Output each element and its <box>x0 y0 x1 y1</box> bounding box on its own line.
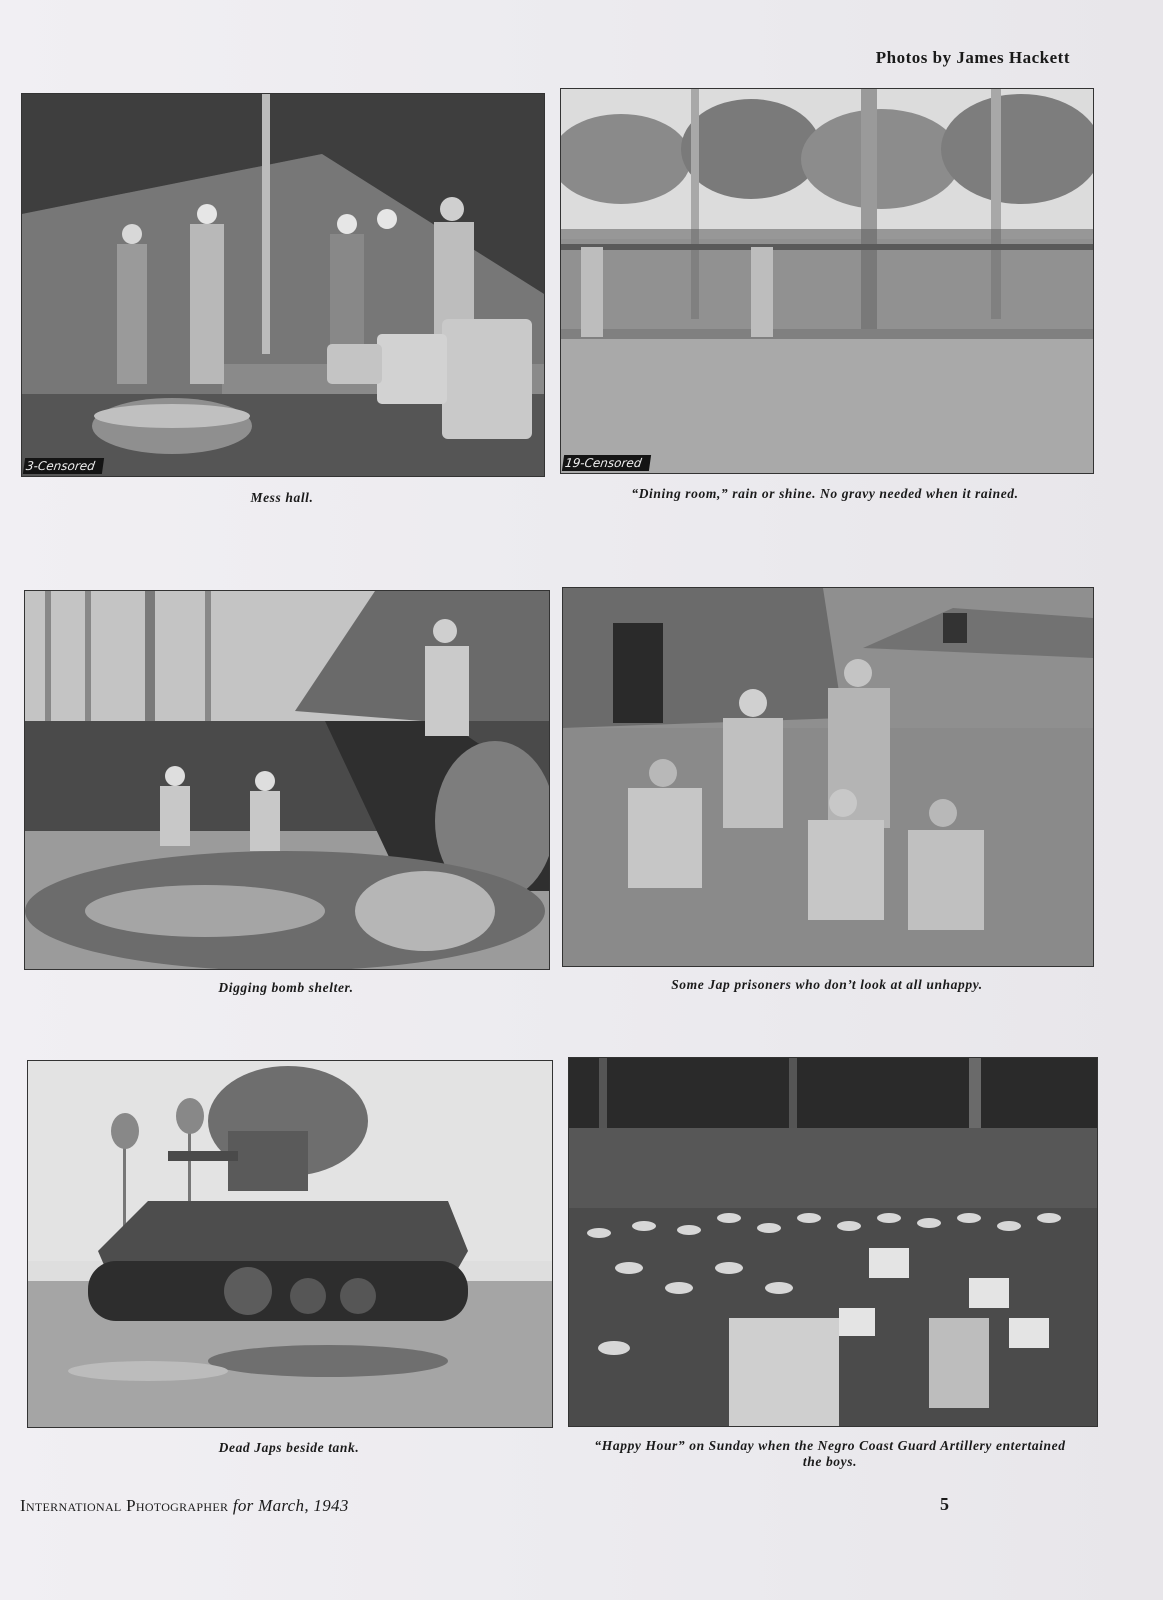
photo-prisoners <box>562 587 1094 967</box>
magazine-title: International Photographer <box>20 1496 229 1515</box>
magazine-footer <box>20 1496 349 1516</box>
page-number: 5 <box>940 1494 949 1514</box>
tank-image <box>28 1061 552 1427</box>
photo-dining-room <box>560 88 1094 474</box>
photo-happy-hour <box>568 1057 1098 1427</box>
bomb-shelter-image <box>25 591 549 969</box>
photo-bomb-shelter <box>24 590 550 970</box>
caption-tank: Dead Japs beside tank. <box>218 1440 360 1455</box>
censor-stamp: 19-Censored <box>562 455 651 471</box>
issue-date: for March, 1943 <box>232 1496 349 1515</box>
photo-mess-hall <box>21 93 545 477</box>
prisoners-image <box>563 588 1093 966</box>
censor-stamp: 3-Censored <box>23 458 104 474</box>
caption-dining-room: “Dining room,” rain or shine. No gravy needed when it rained. <box>631 486 1019 501</box>
dining-room-image <box>561 89 1093 473</box>
photo-credit: Photos by James Hackett <box>875 48 1070 67</box>
photo-tank <box>27 1060 553 1428</box>
caption-prisoners: Some Jap prisoners who don’t look at all unhappy. <box>671 977 983 992</box>
caption-happy-hour: “Happy Hour” on Sunday when the Negro Coast Guard Artillery entertained the boys. <box>594 1438 1066 1469</box>
caption-mess-hall: Mess hall. <box>250 490 314 505</box>
happy-hour-image <box>569 1058 1097 1426</box>
caption-bomb-shelter: Digging bomb shelter. <box>218 980 354 995</box>
mess-hall-image <box>22 94 544 476</box>
